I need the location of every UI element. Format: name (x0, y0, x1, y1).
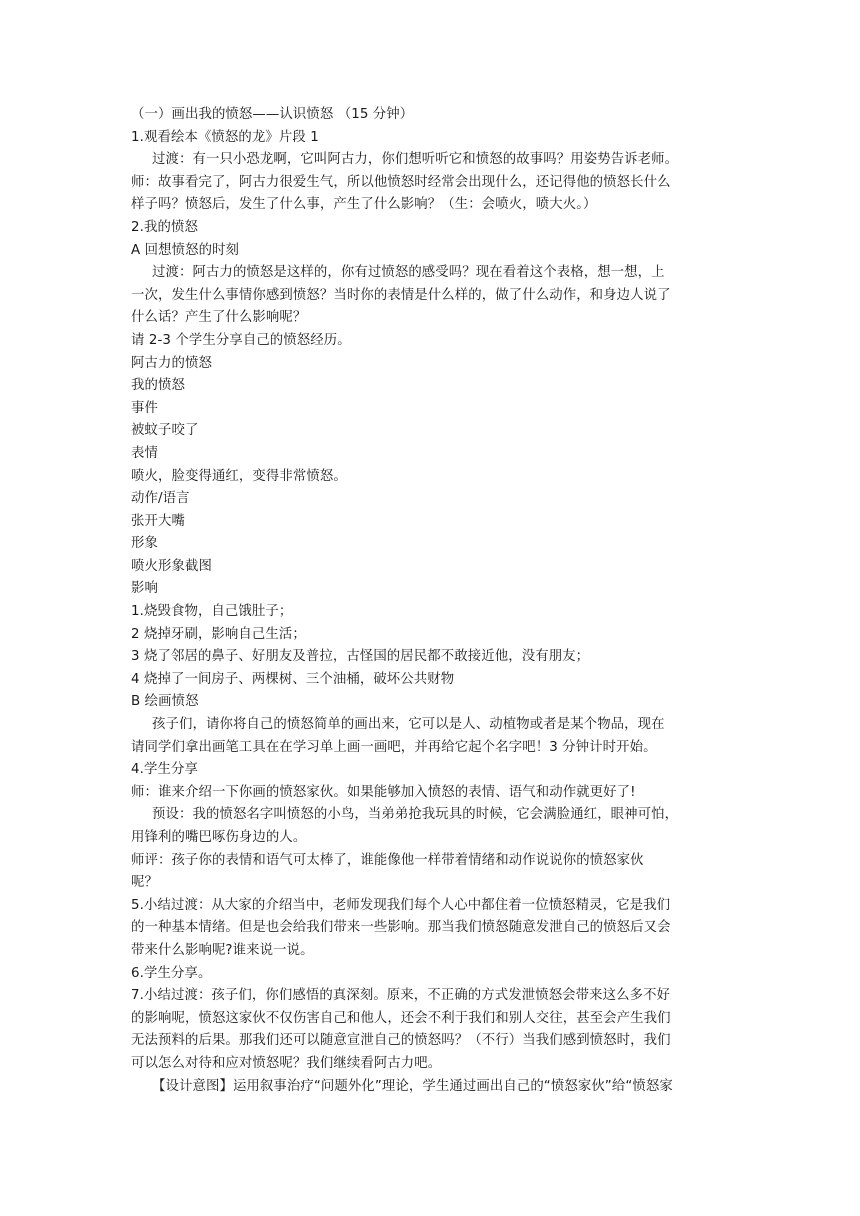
text-line: 带来什么影响呢?谁来说一说。 (131, 942, 314, 958)
text-line: 的一种基本情绪。但是也会给我们带来一些影响。那当我们愤怒随意发泄自己的愤怒后又会 (131, 920, 671, 936)
text-line: 4.学生分享 (131, 762, 198, 778)
text-line: 预设：我的愤怒名字叫愤怒的小鸟，当弟弟抢我玩具的时候，它会满脸通红，眼神可怕， (152, 807, 679, 823)
text-line: 用锋利的嘴巴啄伤身边的人。 (131, 830, 307, 845)
text-line: 【设计意图】运用叙事治疗“问题外化”理论，学生通过画出自己的“愤怒家伙”给“愤怒家 (152, 1078, 673, 1094)
text-line: B 绘画愤怒 (131, 694, 199, 710)
text-line: （一）画出我的愤怒——认识愤怒 （15 分钟） (131, 107, 414, 122)
document-page (131, 104, 731, 1098)
text-line: 师：故事看完了，阿古力很爱生气，所以他愤怒时经常会出现什么，还记得他的愤怒长什么 (131, 174, 671, 190)
text-line: 的影响呢，愤怒这家伙不仅伤害自己和他人，还会不利于我们和别人交往，甚至会产生我们 (131, 1010, 671, 1026)
text-line: 过渡：阿古力的愤怒是这样的，你有过愤怒的感受吗？现在看着这个表格，想一想，上 (152, 265, 665, 281)
text-line: 2.我的愤怒 (131, 219, 198, 235)
text-line: 3 烧了邻居的鼻子、好朋友及普拉，古怪国的居民都不敢接近他，没有朋友； (131, 649, 590, 665)
text-line: 师评：孩子你的表情和语气可太棒了，谁能像他一样带着情绪和动作说说你的愤怒家伙 (131, 852, 644, 868)
text-line: 6.学生分享。 (131, 965, 212, 981)
text-line: 表情 (131, 445, 158, 461)
text-line: 可以怎么对待和应对愤怒呢？我们继续看阿古力吧。 (131, 1055, 442, 1071)
text-line: 样子吗？愤怒后，发生了什么事，产生了什么影响？（生：会喷火，喷大火。） (131, 197, 597, 213)
text-line: 喷火，脸变得通红，变得非常愤怒。 (131, 468, 347, 484)
text-line: 事件 (131, 400, 158, 416)
text-line: A 回想愤怒的时刻 (131, 242, 240, 258)
text-line: 无法预料的后果。那我们还可以随意宣泄自己的愤怒吗？（不行）当我们感到愤怒时，我们 (131, 1033, 671, 1049)
text-line: 影响 (131, 581, 158, 597)
text-line: 请 2-3 个学生分享自己的愤怒经历。 (131, 332, 351, 348)
text-line: 动作/语言 (131, 491, 190, 507)
text-line: 5.小结过渡：从大家的介绍当中，老师发现我们每个人心中都住着一位愤怒精灵，它是我们 (131, 897, 671, 913)
text-line: 张开大嘴 (131, 513, 185, 529)
text-line: 请同学们拿出画笔工具在在学习单上画一画吧，并再给它起个名字吧！3 分钟计时开始。 (131, 739, 657, 755)
text-line: 孩子们，请你将自己的愤怒简单的画出来，它可以是人、动植物或者是某个物品，现在 (152, 717, 665, 733)
text-line: 呢？ (131, 875, 158, 891)
text-line: 1.烧毁食物，自己饿肚子； (131, 604, 293, 620)
text-line: 2 烧掉牙刷，影响自己生活； (131, 626, 306, 642)
text-line: 什么话？产生了什么影响呢？ (131, 310, 307, 326)
text-line: 阿古力的愤怒 (131, 355, 212, 371)
text-line: 我的愤怒 (131, 378, 185, 394)
text-line: 一次，发生什么事情你感到愤怒？当时你的表情是什么样的，做了什么动作，和身边人说了 (131, 287, 671, 303)
text-line: 喷火形象截图 (131, 558, 212, 574)
text-line: 形象 (131, 536, 158, 552)
text-line: 4 烧掉了一间房子、两棵树、三个油桶，破坏公共财物 (131, 671, 455, 687)
text-line: 7.小结过渡：孩子们，你们感悟的真深刻。原来，不正确的方式发泄愤怒会带来这么多不好 (131, 988, 671, 1004)
text-line: 过渡：有一只小恐龙啊，它叫阿古力，你们想听听它和愤怒的故事吗？用姿势告诉老师。 (152, 152, 679, 168)
text-line: 师：谁来介绍一下你画的愤怒家伙。如果能够加入愤怒的表情、语气和动作就更好了! (131, 784, 636, 800)
text-line: 1.观看绘本《愤怒的龙》片段 1 (131, 129, 319, 145)
text-line: 被蚊子咬了 (131, 423, 199, 439)
